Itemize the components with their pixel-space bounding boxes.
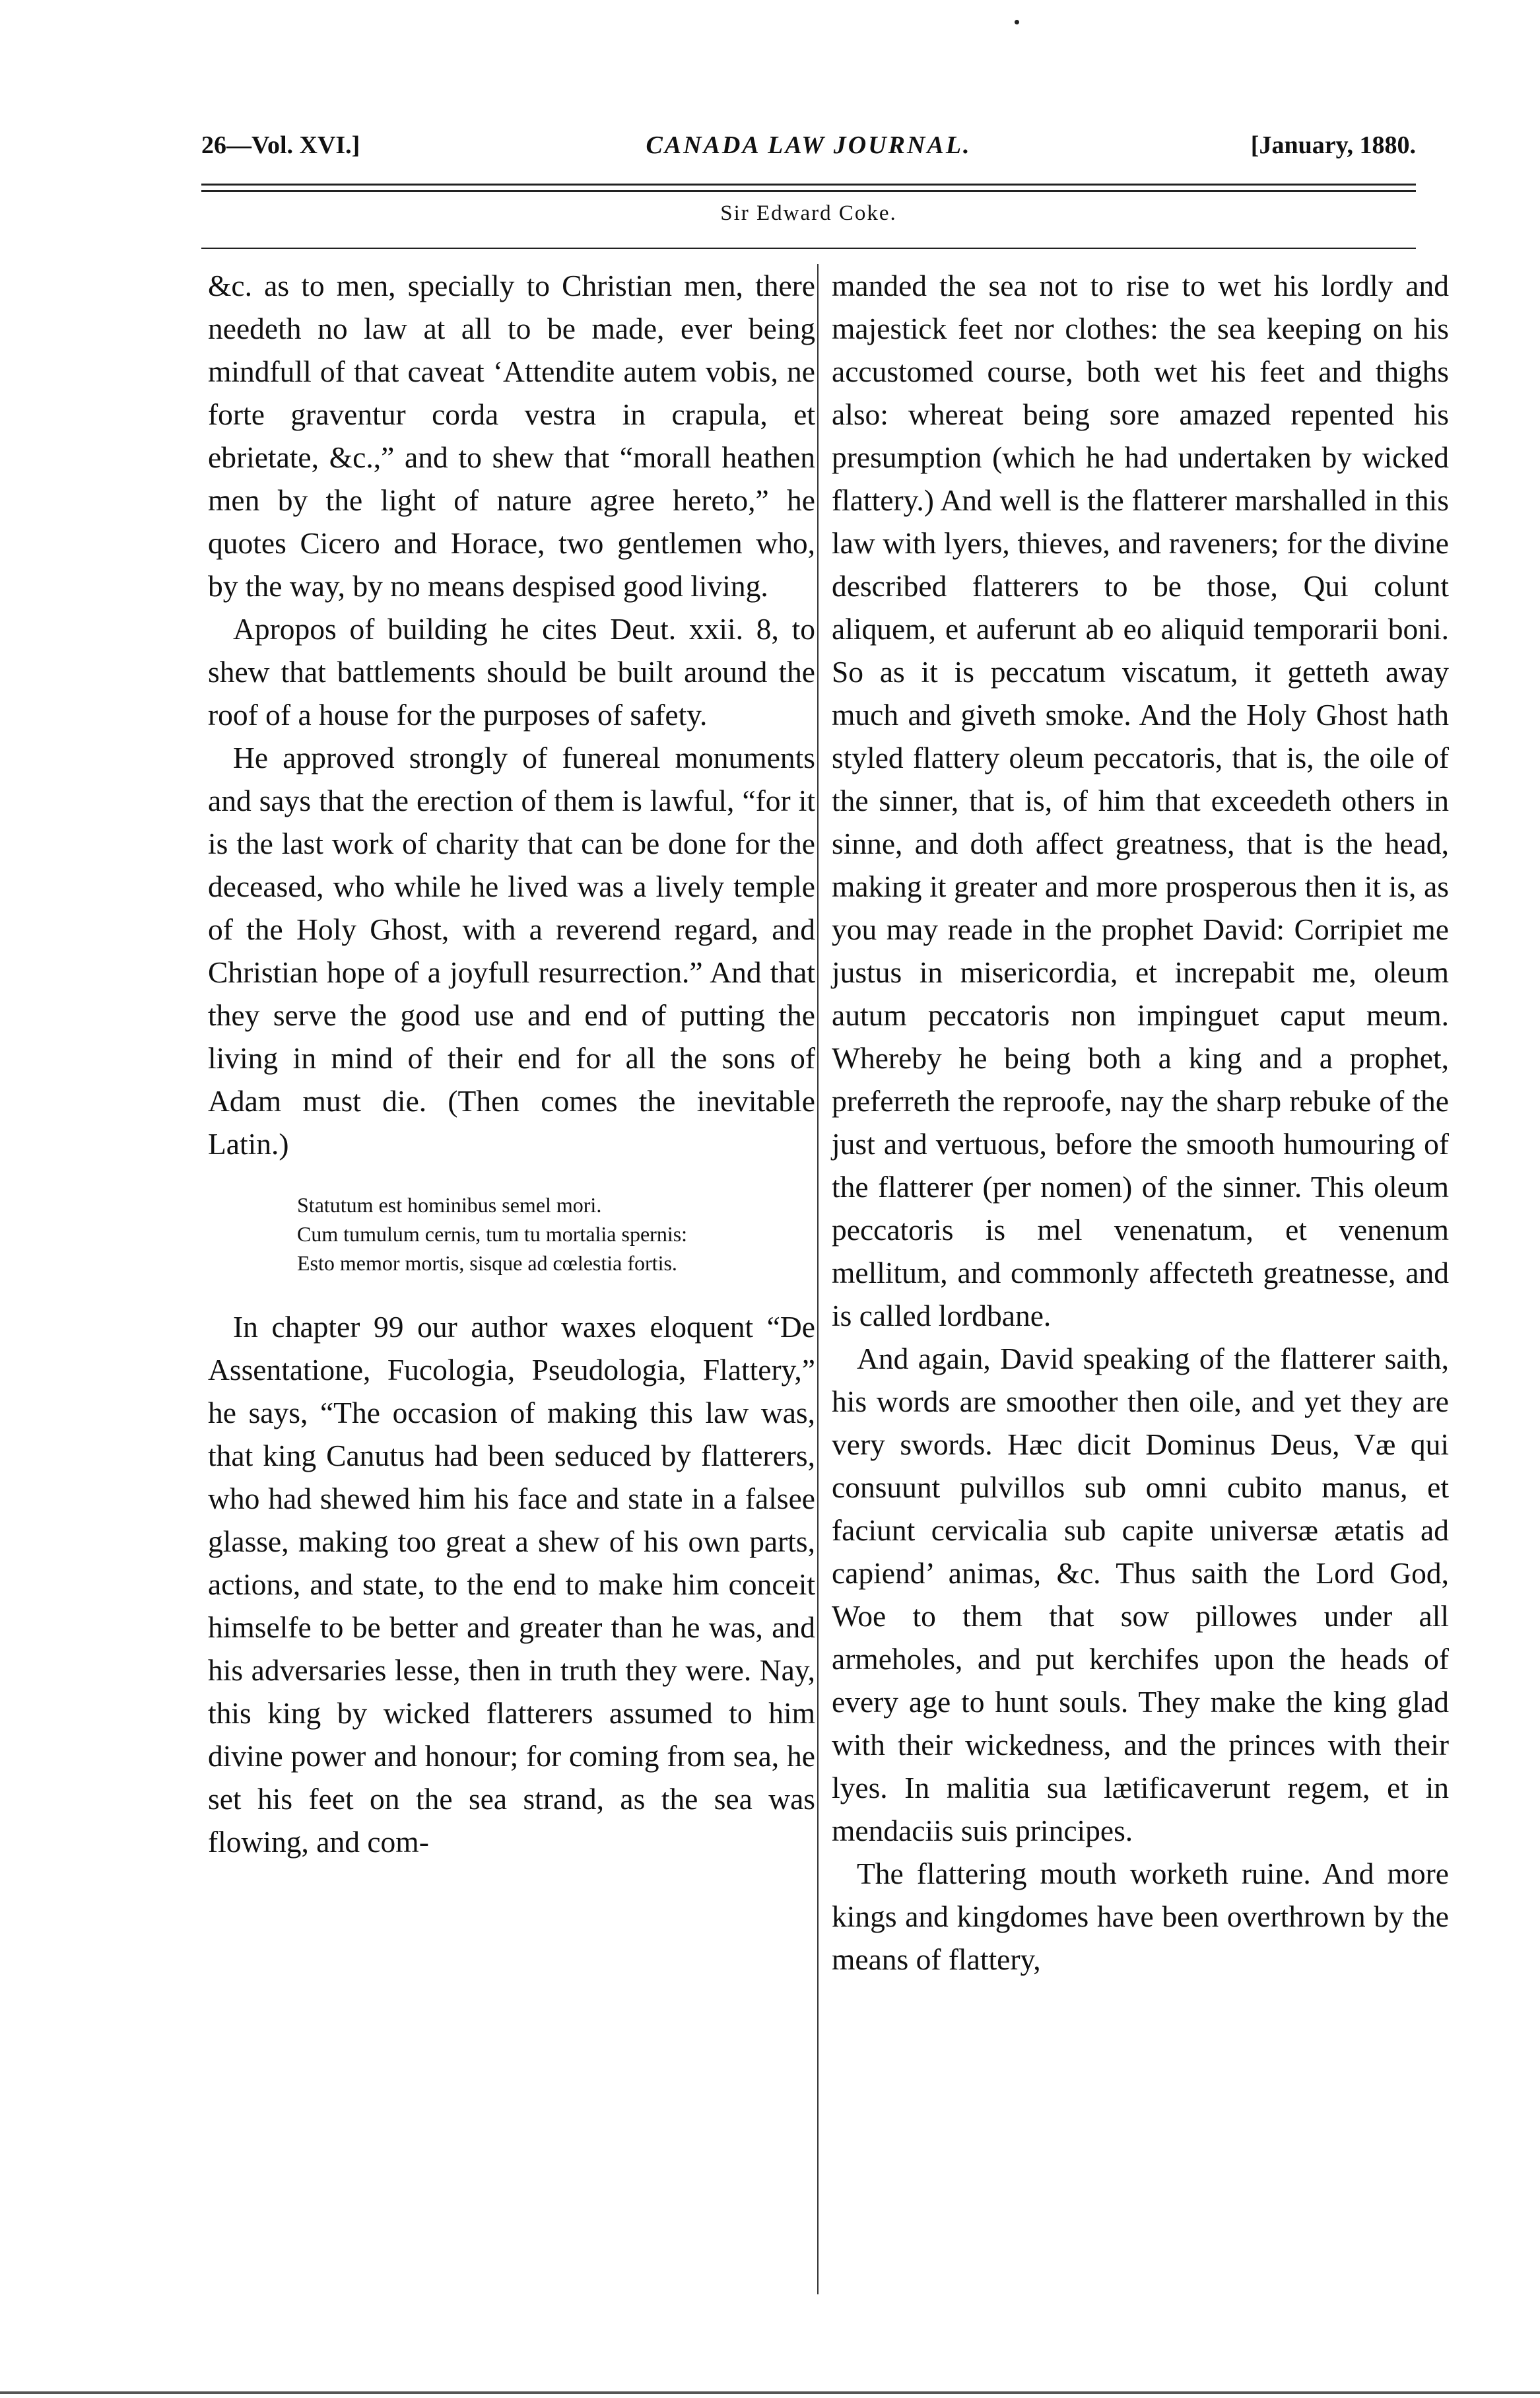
paragraph: In chapter 99 our author waxes eloquent “De Assentatione, Fucologia, Pseudologia, Flattery,” he says, “The occasion of making this law was, that king Canutus had been seduced by flatterers, who had shewed him his face and state in a falsee glasse, making too great a shew of his own parts, actions, and state, to the end to make him conceit himselfe to be better and greater than he was, and his adversaries lesse, then in truth they were. Nay, this king by wicked flatterers assumed to him divine power and honour; for coming from sea, he set his feet on the sea strand, as the sea was flowing, and com- [208, 1310, 815, 1859]
header-rule-bottom [201, 190, 1416, 192]
verse-line: Cum tumulum cernis, tum tu mortalia spernis: [297, 1222, 688, 1246]
scan-bottom-edge [0, 2391, 1540, 2394]
verse-line: Statutum est hominibus semel mori. [297, 1193, 602, 1217]
column-divider [817, 264, 819, 2294]
paragraph: The flattering mouth worketh ruine. And more kings and kingdomes have been overthrown by the means of flattery, [832, 1857, 1449, 1976]
journal-title: CANADA LAW JOURNAL. [646, 131, 972, 159]
paragraph: &c. as to men, specially to Christian men, there needeth no law at all to be made, ever being mindfull of that caveat ‘Attendite autem vobis, ne forte graventur corda vestra in crapula, et ebrietate, &c.,” and to shew that “morall heathen men by the light of nature agree hereto,” he quotes Cicero and Horace, two gentlemen who, by the way, by no means despised good living. [208, 269, 815, 603]
verse-line: Esto memor mortis, sisque ad cœlestia fortis. [297, 1251, 677, 1275]
paragraph: Apropos of building he cites Deut. xxii. 8, to shew that battlements should be built around the roof of a house for the purposes of safety. [208, 612, 815, 732]
paragraph: He approved strongly of funereal monuments and says that the erection of them is lawful, “for it is the last work of charity that can be done for the deceased, who while he lived was a lively temple of the Holy Ghost, with a reverend regard, and Christian hope of a joyfull resurrection.” And that they serve the good use and end of putting the living in mind of their end for all the sons of Adam must die. (Then comes the inevitable Latin.) [208, 741, 815, 1161]
issue-date: [January, 1880. [1250, 131, 1416, 159]
latin-verse [297, 1190, 815, 1278]
header-rule-top [201, 184, 1416, 186]
page-number: 26—Vol. XVI.] [201, 131, 360, 159]
paragraph: And again, David speaking of the flatterer saith, his words are smoother then oile, and yet they are very swords. Hæc dicit Dominus Deus, Væ qui consuunt pulvillos sub omni cubito manus, et faciunt cervicalia sub capite universæ ætatis ad capiend’ animas, &c. Thus saith the Lord God, Woe to them that sow pillowes under all armeholes, and put kerchifes upon the heads of every age to hunt souls. They make the king glad with their wickedness, and the princes with their lyes. In malitia sua lætificaverunt regem, et in mendaciis suis principes. [832, 1342, 1449, 1847]
left-column [208, 264, 815, 1863]
right-column [832, 264, 1449, 1981]
page-header [201, 131, 1416, 170]
ink-speck [1015, 20, 1019, 24]
article-running-title: Sir Edward Coke. [720, 201, 897, 225]
subheading-rule [201, 248, 1416, 249]
paragraph: manded the sea not to rise to wet his lordly and majestick feet nor clothes: the sea keeping on his accustomed course, both wet his feet and thighs also: whereat being sore amazed repented his presumption (which he had undertaken by wicked flattery.) And well is the flatterer marshalled in this law with lyers, thieves, and raveners; for the divine described flatterers to be those, Qui colunt aliquem, et auferunt ab eo aliquid temporarii boni. So as it is peccatum viscatum, it getteth away much and giveth smoke. And the Holy Ghost hath styled flattery oleum peccatoris, that is, the oile of the sinner, that is, of him that exceedeth others in sinne, and doth affect greatness, that is the head, making it greater and more prosperous then it is, as you may reade in the prophet David: Corripiet me justus in misericordia, et increpabit me, oleum autum peccatoris non impinguet caput meum. Whereby he being both a king and a prophet, preferreth the reproofe, nay the sharp rebuke of the just and vertuous, before the smooth humouring of the flatterer (per nomen) of the sinner. This oleum peccatoris is mel venenatum, et venenum mellitum, and commonly affecteth greatnesse, and is called lordbane. [832, 269, 1449, 1332]
